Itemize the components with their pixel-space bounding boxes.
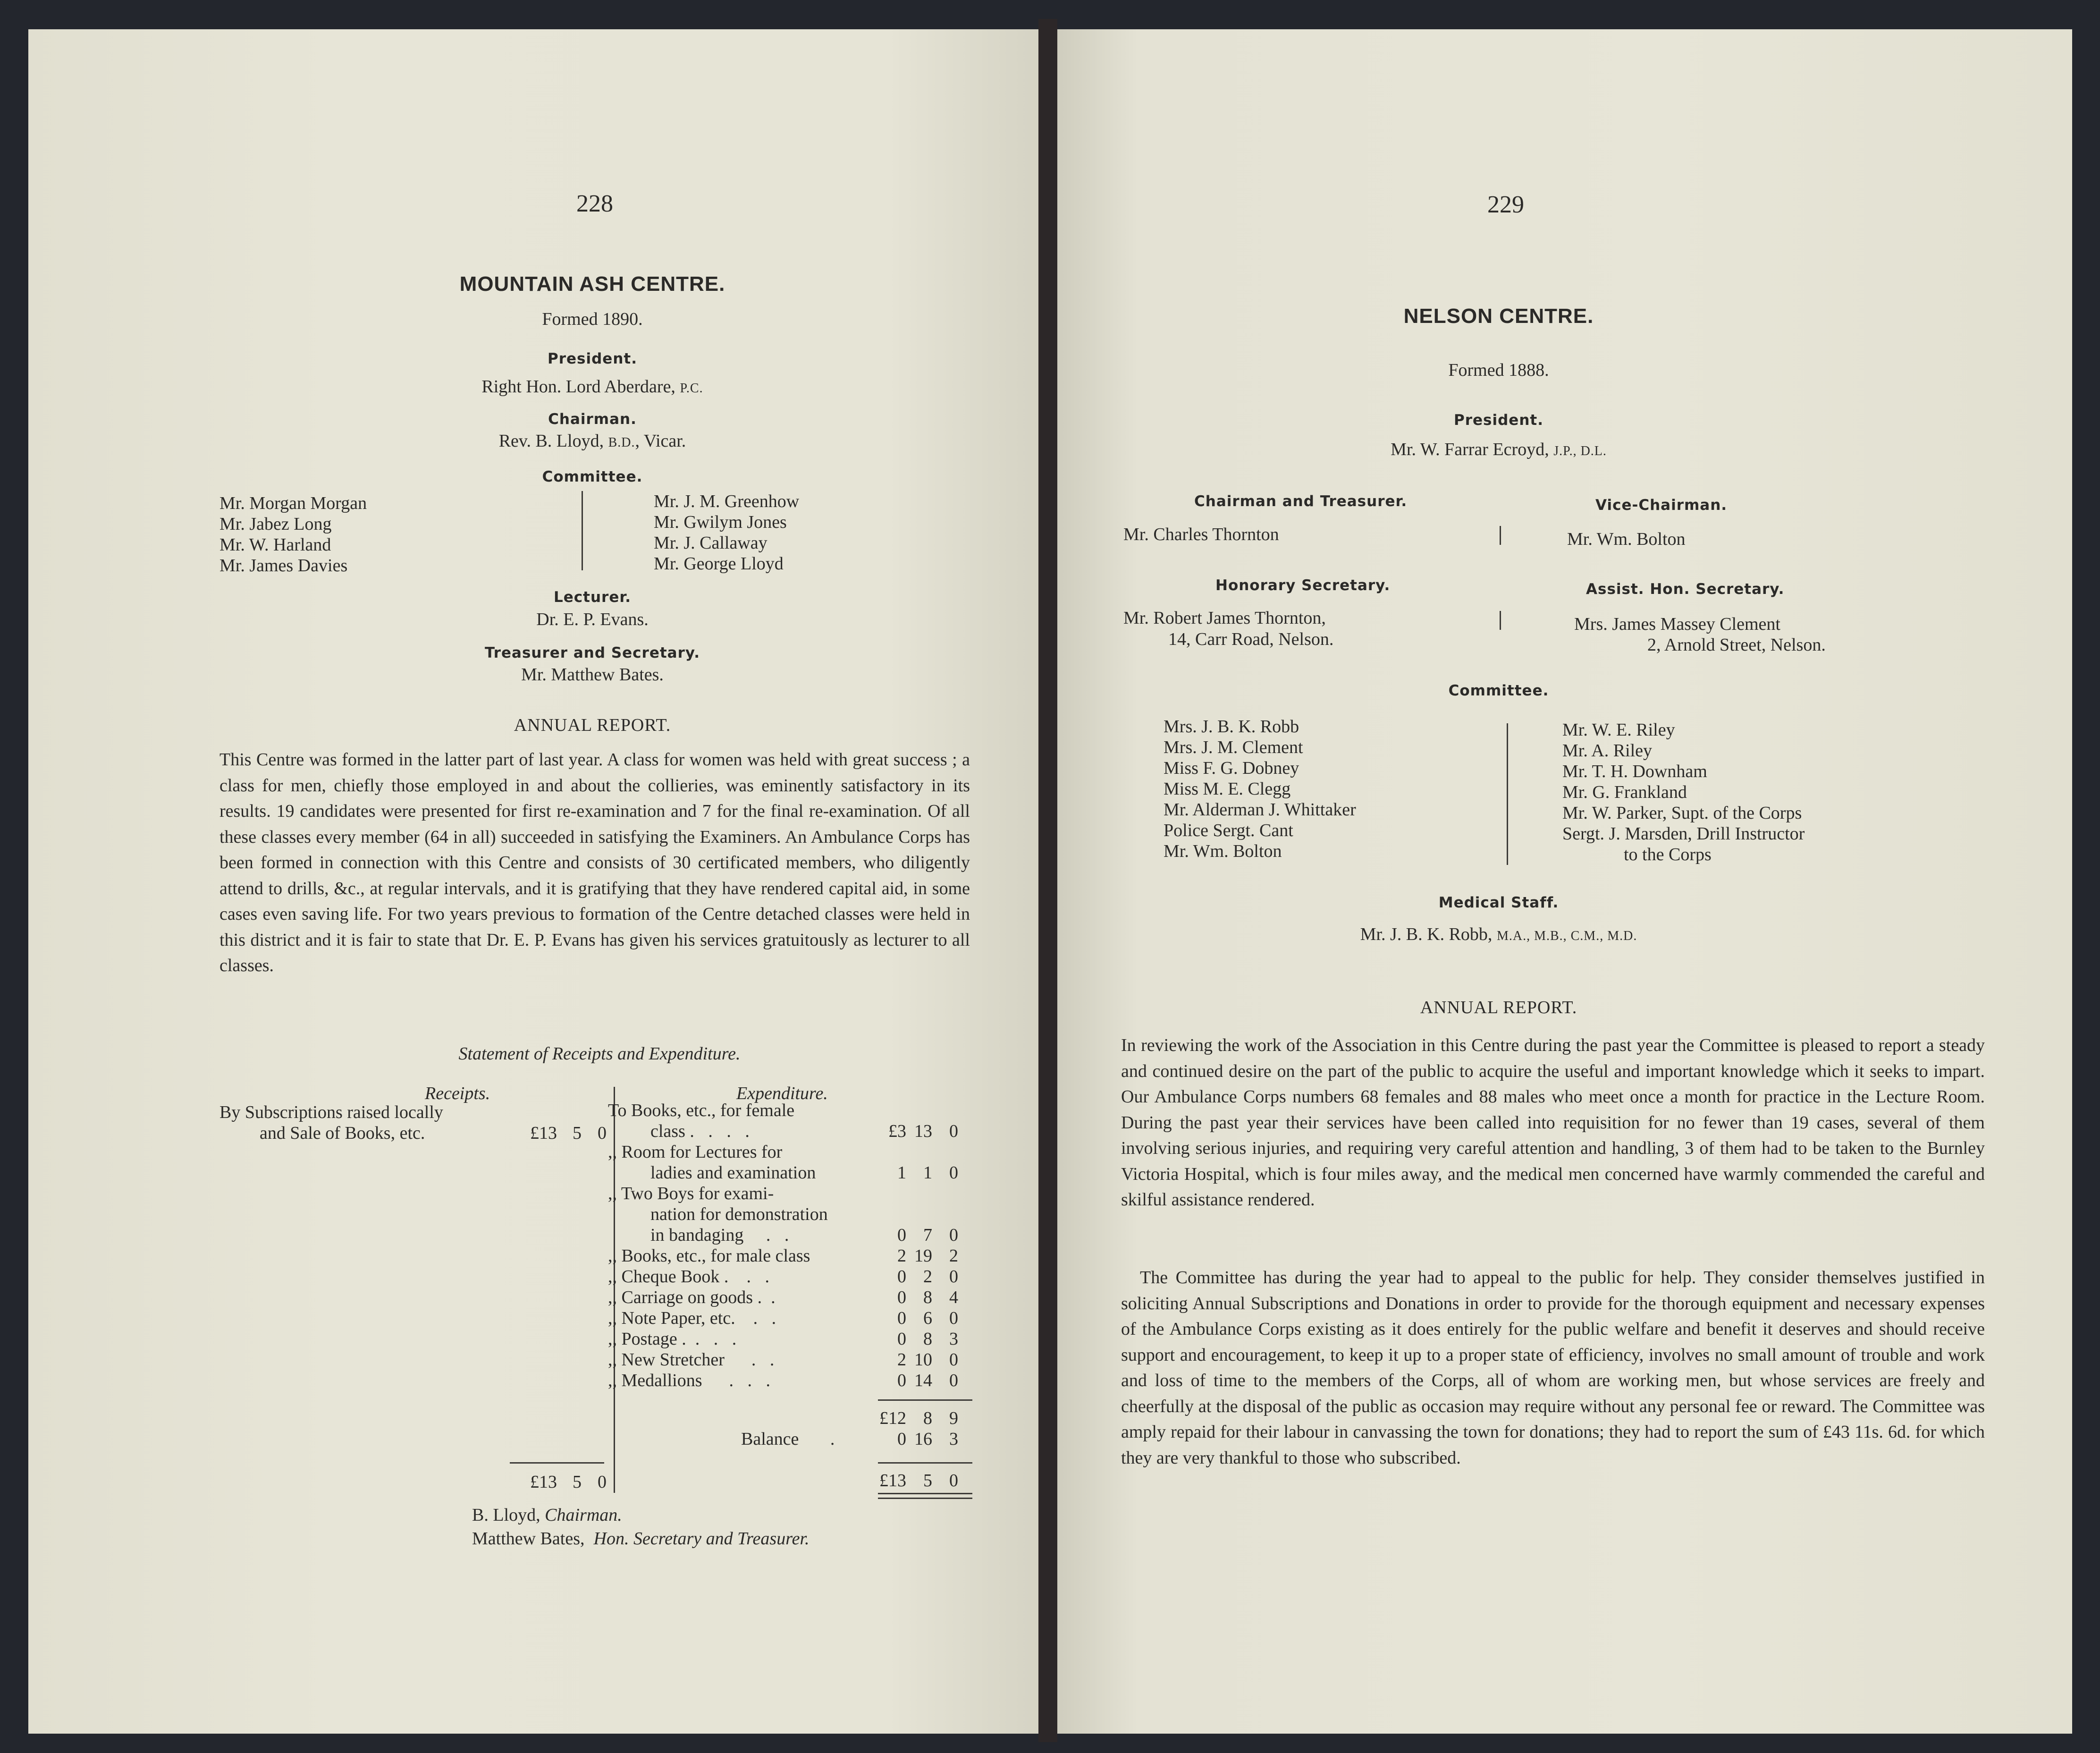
formed-date: Formed 1890. (542, 309, 643, 329)
amount-shillings: 7 (923, 1225, 932, 1245)
assist-secretary-address: 2, Arnold Street, Nelson. (1647, 635, 1826, 655)
medical-name: Mr. J. B. K. Robb, M.A., M.B., C.M., M.D. (1360, 924, 1637, 944)
lecturer-heading: Lecturer. (554, 589, 631, 606)
expenditure-item: ,, Carriage on goods . . (608, 1287, 780, 1307)
balance-shillings: 16 (914, 1429, 932, 1449)
expenditure-heading: Expenditure. (736, 1084, 828, 1103)
amount-shillings: 19 (914, 1246, 932, 1266)
expenditure-item: ,, Medallions . . . (608, 1371, 775, 1390)
hon-secretary-name: Mr. Robert James Thornton, (1123, 608, 1326, 628)
report-body: Centre was formed in the latter part of last year. A class for women was held with great success ; a class for men, chiefly those employed in and about the collieries, was eminently satisfactory in its results. 19 candidates were presented for first re-examination and 7 for the final re-examination. Of all these classes every member (64 in all) succeeded in satisfying the Examiners. An Ambulance Corps has been formed in connection with this Centre and consists of 30 certificated members, who diligently attend to drills, &c., at regular intervals, and it is gratifying that they have rendered capital aid, in some cases even saving life. For two years previous to formation of the Centre detached classes were held in this district and it is fair to state that Dr. E. P. Evans has given his services gratuitously as lecturer to all classes. (219, 750, 970, 975)
amount-pence: 3 (949, 1329, 958, 1349)
amount-pence: 0 (949, 1267, 958, 1287)
amount-shillings: 8 (923, 1329, 932, 1349)
list-item: Miss M. E. Clegg (1164, 779, 1291, 799)
amount-pence: 0 (949, 1371, 958, 1390)
report-lead: In (1121, 1035, 1136, 1055)
page-number: 228 (576, 190, 613, 217)
president-name: Mr. W. Farrar Ecroyd, J.P., D.L. (1391, 440, 1607, 459)
amount-shillings: 5 (573, 1123, 582, 1143)
double-rule (878, 1498, 972, 1499)
annual-report-heading: ANNUAL REPORT. (1420, 998, 1577, 1017)
chairman-name: Rev. B. Lloyd, B.D., Vicar. (498, 431, 686, 451)
expenditure-item: nation for demonstration (650, 1204, 828, 1224)
list-item: Police Sergt. Cant (1164, 821, 1293, 840)
column-divider (1500, 526, 1501, 545)
list-item: Mr. Jabez Long (219, 514, 332, 534)
list-item: Mr. J. Callaway (654, 533, 767, 553)
right-page (1057, 29, 2072, 1734)
balance-pence: 3 (949, 1429, 958, 1449)
list-item: Mr. T. H. Downham (1562, 762, 1707, 781)
receipts-heading: Receipts. (425, 1084, 490, 1103)
list-item: Mr. Gwilym Jones (654, 512, 787, 532)
list-item: Mr. James Davies (219, 556, 348, 576)
report-lead: This (219, 750, 252, 770)
total-rule (510, 1462, 604, 1464)
receipts-line: By Subscriptions raised locally (219, 1102, 443, 1122)
column-divider (1507, 723, 1508, 865)
expenditure-item: ,, Postage . . . . (608, 1329, 742, 1349)
vice-chairman-heading: Vice-Chairman. (1595, 497, 1728, 514)
amount-pounds: 1 (897, 1163, 906, 1183)
treasurer-heading: Treasurer and Secretary. (484, 644, 700, 661)
amount-shillings: 8 (923, 1287, 932, 1307)
balance-pounds: 0 (897, 1429, 906, 1449)
expenditure-item: ,, Note Paper, etc. . . (608, 1308, 781, 1328)
list-item: Mr. Morgan Morgan (219, 493, 367, 513)
expenditure-item: ,, Two Boys for exami- (608, 1184, 774, 1203)
amount-shillings: 10 (914, 1350, 932, 1370)
committee-heading: Committee. (1448, 682, 1549, 699)
total-pence: 0 (598, 1472, 607, 1492)
committee-heading: Committee. (542, 468, 643, 485)
amount-pence: 0 (598, 1123, 607, 1143)
list-item: Mr. J. M. Greenhow (654, 491, 800, 511)
chairman-name: Mr. Charles Thornton (1123, 525, 1279, 544)
amount-shillings: 13 (914, 1121, 932, 1141)
list-item: Miss F. G. Dobney (1164, 758, 1299, 778)
signature-chairman: B. Lloyd, Chairman. (472, 1505, 622, 1525)
annual-report-text-2: The Committee has during the year had to appeal to the public for help. They consider themselves justified in soliciting Annual Subscriptions and Donations in order to provide for the thorough equipment and necessary expenses of the Ambulance Corps existing as it does entirely for the public welfare and benefit it deserves and should receive support and encouragement, to keep it up to a proper state of efficiency, involves no small amount of trouble and work and loss of time to the members of the Corps, all of whom are working men, but whose services are freely and cheerfully at the disposal of the public as occasion may require without any personal fee or reward. The Committee was amply repaid for their labour in canvassing the town for donations; they had to report the sum of £43 11s. 6d. for which they are very thankful to those who subscribed. (1121, 1268, 1985, 1468)
amount-pounds: 0 (897, 1225, 906, 1245)
amount-pence: 0 (949, 1163, 958, 1183)
amount-pounds: 2 (897, 1246, 906, 1266)
double-rule (878, 1493, 972, 1494)
column-divider (1500, 611, 1501, 630)
committee-right-list (654, 491, 799, 574)
expenditure-item: in bandaging . . (650, 1225, 794, 1245)
list-item: Mr. G. Frankland (1562, 782, 1687, 802)
list-item: Mrs. J. M. Clement (1164, 737, 1303, 757)
assist-secretary-name: Mrs. James Massey Clement (1574, 614, 1780, 634)
hon-secretary-address: 14, Carr Road, Nelson. (1168, 629, 1334, 649)
amount-shillings: 1 (923, 1163, 932, 1183)
subtotal-pence: 9 (949, 1408, 958, 1428)
amount-shillings: 6 (923, 1308, 932, 1328)
annual-report-heading: ANNUAL REPORT. (514, 715, 671, 735)
total-shillings: 5 (923, 1471, 932, 1490)
subtotal-pounds: £12 (879, 1408, 906, 1428)
list-item: Mr. A. Riley (1562, 741, 1653, 761)
amount-pounds: £3 (888, 1121, 906, 1141)
amount-shillings: 14 (914, 1371, 932, 1390)
subtotal-shillings: 8 (923, 1408, 932, 1428)
left-page (28, 29, 1038, 1734)
expenditure-item: ladies and examination (650, 1163, 816, 1183)
president-heading: President. (548, 350, 637, 367)
centre-title: NELSON CENTRE. (1403, 305, 1594, 328)
amount-pence: 2 (949, 1246, 958, 1266)
list-item: Mrs. J. B. K. Robb (1164, 717, 1299, 737)
statement-heading: Statement of Receipts and Expenditure. (458, 1044, 741, 1064)
total-shillings: 5 (573, 1472, 582, 1492)
chairman-heading: Chairman. (548, 411, 637, 428)
expenditure-item: ,, New Stretcher . . (608, 1350, 779, 1370)
list-item: Mr. Wm. Bolton (1164, 841, 1282, 861)
amount-pence: 4 (949, 1287, 958, 1307)
list-item: Mr. Alderman J. Whittaker (1164, 800, 1356, 820)
amount-pounds: 0 (897, 1267, 906, 1287)
hon-secretary-heading: Honorary Secretary. (1215, 577, 1391, 594)
expenditure-item: ,, Books, etc., for male class (608, 1246, 810, 1266)
expenditure-item: class . . . . (650, 1121, 754, 1141)
annual-report-text (219, 747, 970, 979)
amount-pounds: 0 (897, 1329, 906, 1349)
balance-label: Balance . (741, 1429, 835, 1449)
expenditure-item: ,, Cheque Book . . . (608, 1267, 774, 1287)
total-pence: 0 (949, 1471, 958, 1490)
amount-pence: 0 (949, 1225, 958, 1245)
amount-pounds: 2 (897, 1350, 906, 1370)
report-body: reviewing the work of the Association in this Centre during the past year the Committee is pleased to report a steady and continued desire on the part of the public to acquire the useful and important knowledge which it seeks to impart. Our Ambulance Corps numbers 68 females and 88 males who meet once a month for practice in the Lecture Room. During the past year their services have been called into requisition for no fewer than 19 cases, several of them involving serious injuries, and requiring very careful attention and handling, 3 of them had to be taken to the Burnley Victoria Hospital, which is four miles away, and the medical men concerned have warmly commended the careful and skilful assistance rendered. (1121, 1035, 1985, 1210)
amount-pounds: £13 (530, 1123, 557, 1143)
assist-secretary-heading: Assist. Hon. Secretary. (1586, 581, 1785, 598)
amount-pounds: 0 (897, 1287, 906, 1307)
committee-right-list (1562, 720, 1805, 865)
chairman-heading: Chairman and Treasurer. (1194, 493, 1408, 510)
list-item: Mr. W. Parker, Supt. of the Corps (1562, 803, 1802, 823)
list-item: to the Corps (1624, 845, 1712, 864)
receipts-line: and Sale of Books, etc. (260, 1123, 425, 1143)
treasurer-name: Mr. Matthew Bates. (521, 665, 664, 685)
committee-left-list (219, 493, 367, 576)
amount-pounds: 0 (897, 1371, 906, 1390)
vice-chairman-name: Mr. Wm. Bolton (1567, 529, 1686, 549)
amount-pence: 0 (949, 1121, 958, 1141)
lecturer-name: Dr. E. P. Evans. (536, 610, 649, 629)
list-item: Mr. W. E. Riley (1562, 720, 1675, 740)
amount-pence: 0 (949, 1350, 958, 1370)
president-heading: President. (1454, 412, 1543, 429)
committee-left-list (1164, 716, 1356, 862)
column-divider (582, 491, 583, 570)
list-item: Sergt. J. Marsden, Drill Instructor (1562, 824, 1805, 844)
medical-heading: Medical Staff. (1438, 894, 1559, 911)
total-pounds: £13 (879, 1471, 906, 1490)
list-item: Mr. George Lloyd (654, 554, 784, 574)
total-rule (878, 1462, 972, 1464)
amount-pence: 0 (949, 1308, 958, 1328)
centre-title: MOUNTAIN ASH CENTRE. (459, 272, 725, 296)
amount-pounds: 0 (897, 1308, 906, 1328)
signature-secretary: Matthew Bates, Hon. Secretary and Treasurer. (472, 1529, 810, 1549)
formed-date: Formed 1888. (1448, 360, 1549, 380)
amount-shillings: 2 (923, 1267, 932, 1287)
total-pounds: £13 (530, 1472, 557, 1492)
president-name: Right Hon. Lord Aberdare, P.C. (481, 377, 703, 397)
expenditure-item: To Books, etc., for female (608, 1101, 795, 1120)
expenditure-item: ,, Room for Lectures for (608, 1142, 783, 1162)
annual-report-text (1121, 1033, 1985, 1213)
page-number: 229 (1487, 191, 1524, 218)
list-item: Mr. W. Harland (219, 535, 331, 555)
book-gutter (1038, 19, 1057, 1742)
subtotal-rule (878, 1399, 972, 1401)
